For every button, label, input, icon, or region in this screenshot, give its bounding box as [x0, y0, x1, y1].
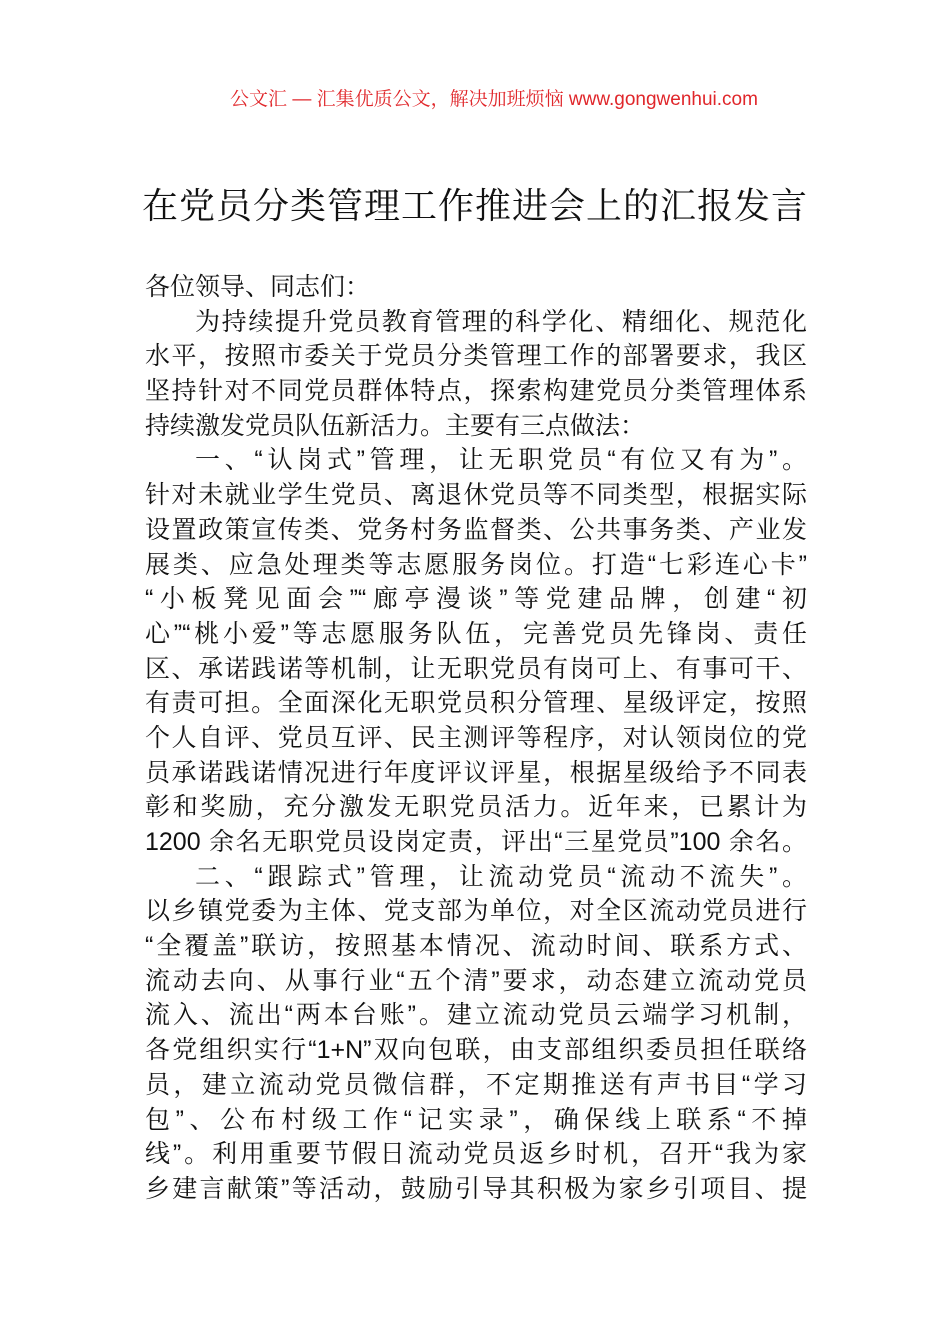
text-line: 流动去向、从事行业“五个清”要求，动态建立流动党员: [145, 966, 807, 995]
text-line: 持续激发党员队伍新活力。主要有三点做法：: [145, 411, 646, 440]
text-line: “全覆盖”联访，按照基本情况、流动时间、联系方式、: [145, 932, 807, 961]
text-line: 个人自评、党员互评、民主测评等程序，对认领岗位的党: [145, 723, 807, 752]
text-line: 员承诺践诺情况进行年度评议评星，根据星级给予不同表: [145, 758, 807, 787]
text-line: 员，建立流动党员微信群，不定期推送有声书目“学习: [145, 1070, 807, 1099]
text-line: 展类、应急处理类等志愿服务岗位。打造“七彩连心卡”: [145, 550, 807, 579]
text-line: 流入、流出“两本台账”。建立流动党员云端学习机制，: [145, 1001, 807, 1030]
text-line: 以乡镇党委为主体、党支部为单位，对全区流动党员进行: [145, 897, 807, 926]
text-line: 彰和奖励，充分激发无职党员活力。近年来，已累计为: [145, 793, 807, 822]
text-line: 包”、公布村级工作“记实录”，确保线上联系“不掉: [145, 1105, 807, 1134]
text-line: “小板凳见面会”“廊亭漫谈”等党建品牌，创建“初: [145, 585, 807, 614]
text-line: 针对未就业学生党员、离退休党员等不同类型，根据实际: [145, 481, 807, 510]
text-line: 心”“桃小爱”等志愿服务队伍，完善党员先锋岗、责任: [145, 619, 807, 648]
text-line: 有责可担。全面深化无职党员积分管理、星级评定，按照: [145, 689, 807, 718]
text-line: 为持续提升党员教育管理的科学化、精细化、规范化: [195, 307, 807, 336]
text-line: 设置政策宣传类、党务村务监督类、公共事务类、产业发: [145, 515, 807, 544]
document-title: 在党员分类管理工作推进会上的汇报发言: [141, 185, 808, 226]
text-line: 水平，按照市委关于党员分类管理工作的部署要求，我区: [145, 342, 807, 371]
text-line: 二、“跟踪式”管理，让流动党员“流动不流失”。: [195, 862, 807, 891]
text-line: 乡建言献策”等活动，鼓励引导其积极为家乡引项目、提: [145, 1174, 807, 1203]
document-body: [145, 270, 807, 1207]
text-line: 线”。利用重要节假日流动党员返乡时机，召开“我为家: [145, 1140, 807, 1169]
text-line: 各党组织实行“1+N”双向包联，由支部组织委员担任联络: [145, 1036, 807, 1065]
text-line: 各位领导、同志们：: [145, 273, 371, 301]
text-line: 一、“认岗式”管理，让无职党员“有位又有为”。: [195, 446, 807, 475]
text-line: 坚持针对不同党员群体特点，探索构建党员分类管理体系: [145, 377, 807, 406]
text-line: 1200 余名无职党员设岗定责，评出“三星党员”100 余名。: [145, 828, 807, 856]
text-line: 区、承诺践诺等机制，让无职党员有岗可上、有事可干、: [145, 654, 807, 683]
watermark-header: 公文汇 — 汇集优质公文，解决加班烦恼 www.gongwenhui.com: [230, 89, 758, 110]
